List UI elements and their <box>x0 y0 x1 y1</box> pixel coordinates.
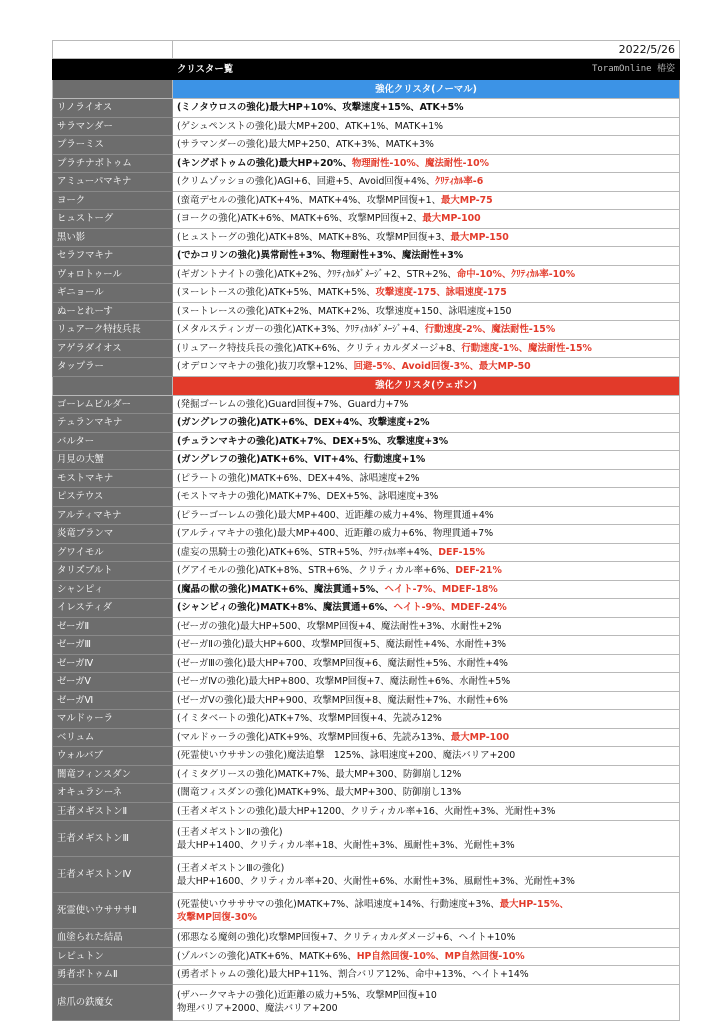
crysta-effect-cell <box>173 506 680 525</box>
crysta-effect-cell <box>173 228 680 247</box>
crysta-effect-line <box>177 969 529 980</box>
crysta-penalty: 物理耐性-10%、魔法耐性-10% <box>351 157 489 169</box>
crysta-name: アルティマキナ <box>53 506 173 525</box>
crysta-effect: (ガングレフの強化)ATK+6%、DEX+4%、攻撃速度+2% <box>177 417 430 429</box>
crysta-effect: (邪悪なる魔剣の強化)攻撃MP回復+7、クリティカルダメージ+6、ヘイト+10% <box>177 932 516 944</box>
crysta-effect-line <box>177 584 498 595</box>
table-row <box>53 821 680 857</box>
crysta-effect-line <box>177 510 494 521</box>
section-header-row <box>53 376 680 395</box>
table-row <box>53 893 680 929</box>
crysta-effect-cell <box>173 654 680 673</box>
crysta-effect: (ヒュストーグの強化)ATK+8%、MATK+8%、攻撃MP回復+3、 <box>177 231 451 243</box>
section-header: 強化クリスタ(ウェポン) <box>173 376 680 395</box>
crysta-name: リュアーク特技兵長 <box>53 321 173 340</box>
crysta-effect-2: 最大HP+1600、クリティカル率+20、火耐性+6%、水耐性+3%、風耐性+3%、光耐性+3% <box>177 875 575 887</box>
crysta-effect: (王者メギストンの強化)最大HP+1200、クリティカル率+16、火耐性+3%、光耐性+3% <box>177 805 556 817</box>
crysta-name: ゼーガⅤ <box>53 673 173 692</box>
crysta-effect: (リュアーク特技兵長の強化)ATK+6%、クリティカルダメージ+8、 <box>177 342 462 354</box>
crysta-effect-cell <box>173 765 680 784</box>
crysta-name: テュランマキナ <box>53 414 173 433</box>
crysta-effect-cell <box>173 802 680 821</box>
crysta-effect: (ガングレフの強化)ATK+6%、VIT+4%、行動速度+1% <box>177 454 426 466</box>
crysta-penalty-2: 攻撃MP回復-30% <box>177 911 258 923</box>
table-row <box>53 525 680 544</box>
section-blank-cell <box>53 376 173 395</box>
crysta-effect: (ゼーガⅣの強化)最大HP+800、攻撃MP回復+7、魔法耐性+6%、水耐性+5% <box>177 676 511 688</box>
crysta-effect: (ヌートレースの強化)ATK+2%、MATK+2%、攻撃速度+150、詠唱速度+150 <box>177 305 512 317</box>
crysta-effect: (チュランマキナの強化)ATK+7%、DEX+5%、攻撃速度+3% <box>177 435 449 447</box>
crysta-effect-line <box>177 121 443 132</box>
crysta-name: ウォルバブ <box>53 747 173 766</box>
table-row <box>53 154 680 173</box>
crysta-effect: (ゾルバンの強化)ATK+6%、MATK+6%、 <box>177 950 357 962</box>
crysta-name: オキュラシーネ <box>53 784 173 803</box>
crysta-effect-line <box>177 158 489 169</box>
crysta-effect-line <box>177 806 555 817</box>
crysta-effect-line <box>177 528 493 539</box>
crysta-effect-line <box>177 176 483 187</box>
crysta-effect-line <box>177 361 531 372</box>
crysta-effect-cell <box>173 710 680 729</box>
crysta-name: 王者メギストンⅣ <box>53 857 173 893</box>
crysta-effect-line <box>177 399 408 410</box>
crysta-name: セラフマキナ <box>53 247 173 266</box>
crysta-name: アゲラダイオス <box>53 339 173 358</box>
crysta-effect: (虚妄の黒騎士の強化)ATK+6%、STR+5%、ｸﾘﾃｨｶﾙ率+4%、 <box>177 546 439 558</box>
crysta-effect-cell <box>173 599 680 618</box>
crysta-penalty: 行動速度-2%、魔法耐性-15% <box>424 324 556 336</box>
crysta-effect-cell <box>173 302 680 321</box>
crysta-effect: (闇竜フィスダンの強化)MATK+9%、最大MP+300、防御崩し13% <box>177 787 462 799</box>
crysta-effect-cell <box>173 543 680 562</box>
crysta-name: ベリュム <box>53 728 173 747</box>
crysta-effect: (勇者ボトゥムの強化)最大HP+11%、割合バリア12%、命中+13%、ヘイト+14% <box>177 969 529 981</box>
crysta-table <box>52 40 680 1021</box>
crysta-effect: (ゼーガⅡの強化)最大HP+600、攻撃MP回復+5、魔法耐性+4%、水耐性+3% <box>177 639 507 651</box>
table-row <box>53 984 680 1020</box>
crysta-effect: (グアイモルの強化)ATK+8%、STR+6%、クリティカル率+6%、 <box>177 565 456 577</box>
crysta-penalty: DEF-21% <box>455 565 502 577</box>
crysta-name: サラマンダー <box>53 117 173 136</box>
crysta-effect-cell <box>173 117 680 136</box>
crysta-effect-line <box>177 732 509 743</box>
crysta-effect-cell <box>173 99 680 118</box>
crysta-effect-cell <box>173 191 680 210</box>
table-row <box>53 673 680 692</box>
crysta-name: ぬーとれーす <box>53 302 173 321</box>
table-row <box>53 599 680 618</box>
crysta-effect-cell <box>173 358 680 377</box>
table-row <box>53 99 680 118</box>
table-row <box>53 691 680 710</box>
crysta-effect: (王者メギストンⅢの強化) <box>177 862 285 874</box>
table-row <box>53 284 680 303</box>
table-row <box>53 784 680 803</box>
crysta-effect-cell <box>173 947 680 966</box>
crysta-name: バルター <box>53 432 173 451</box>
crysta-name: 王者メギストンⅢ <box>53 821 173 857</box>
crysta-effect-line <box>177 287 507 298</box>
crysta-effect: (死霊使いウササンの強化)魔法追撃 125%、詠唱速度+200、魔法バリア+200 <box>177 750 516 762</box>
table-row <box>53 451 680 470</box>
crysta-name: アミューパマキナ <box>53 173 173 192</box>
crysta-name: ゼーガⅡ <box>53 617 173 636</box>
crysta-effect-line <box>177 750 515 761</box>
crysta-effect: (メタルスティンガーの強化)ATK+3%、ｸﾘﾃｨｶﾙﾀﾞﾒｰｼﾞ+4、 <box>177 324 425 336</box>
crysta-effect-cell <box>173 691 680 710</box>
crysta-effect-cell <box>173 562 680 581</box>
crysta-effect-line <box>177 990 437 1001</box>
crysta-penalty: 最大MP-150 <box>450 231 509 243</box>
crysta-name: 死霊使いウサササⅡ <box>53 893 173 929</box>
crysta-effect-cell <box>173 247 680 266</box>
table-row <box>53 543 680 562</box>
crysta-name: ヨーク <box>53 191 173 210</box>
crysta-effect-cell <box>173 265 680 284</box>
crysta-effect-cell <box>173 432 680 451</box>
crysta-effect-line <box>177 695 508 706</box>
crysta-effect: (ヨークの強化)ATK+6%、MATK+6%、攻撃MP回復+2、 <box>177 213 423 225</box>
crysta-effect-cell <box>173 728 680 747</box>
crysta-effect-line <box>177 602 507 613</box>
crysta-effect-line <box>177 769 461 780</box>
table-row <box>53 228 680 247</box>
crysta-penalty: HP自然回復-10%、MP自然回復-10% <box>356 950 525 962</box>
crysta-name: ゼーガⅢ <box>53 636 173 655</box>
crysta-effect-line <box>177 343 592 354</box>
table-row <box>53 728 680 747</box>
crysta-effect: (死霊使いウサササマの強化)MATK+7%、詠唱速度+14%、行動速度+3%、 <box>177 898 500 910</box>
table-row <box>53 765 680 784</box>
date-cell: 2022/5/26 <box>173 41 680 59</box>
crysta-name: ピステウス <box>53 488 173 507</box>
table-row <box>53 654 680 673</box>
crysta-name: タリズブルト <box>53 562 173 581</box>
crysta-name: ゼーガⅥ <box>53 691 173 710</box>
table-row <box>53 358 680 377</box>
crysta-name: ゴーレムビルダー <box>53 395 173 414</box>
crysta-effect: (イミタグリースの強化)MATK+7%、最大MP+300、防御崩し12% <box>177 768 462 780</box>
crysta-effect-line <box>177 473 420 484</box>
crysta-effect-line <box>177 565 502 576</box>
section-header: 強化クリスタ(ノーマル) <box>173 80 680 99</box>
crysta-name: ヒュストーグ <box>53 210 173 229</box>
crysta-effect: (ヌーレトースの強化)ATK+5%、MATK+5%、 <box>177 287 376 299</box>
crysta-effect-cell <box>173 580 680 599</box>
crysta-penalty: DEF-15% <box>438 546 485 558</box>
crysta-name: レピュトン <box>53 947 173 966</box>
crysta-effect-line <box>177 417 430 428</box>
crysta-effect-cell <box>173 893 680 929</box>
crysta-effect-cell <box>173 984 680 1020</box>
crysta-name: 闇竜フィンスダン <box>53 765 173 784</box>
table-row <box>53 929 680 948</box>
crysta-effect-line <box>177 899 569 910</box>
crysta-effect-2: 物理バリア+2000、魔法バリア+200 <box>177 1003 338 1014</box>
crysta-effect-line <box>177 436 448 447</box>
crysta-effect-line <box>177 639 506 650</box>
crysta-effect-cell <box>173 339 680 358</box>
crysta-effect-cell <box>173 784 680 803</box>
crysta-name: タップラー <box>53 358 173 377</box>
crysta-effect: (ピラーゴーレムの強化)最大MP+400、近距離の威力+4%、物理貫通+4% <box>177 509 494 521</box>
crysta-penalty: 最大MP-100 <box>450 731 510 743</box>
crysta-effect-cell <box>173 321 680 340</box>
crysta-effect: (モストマキナの強化)MATK+7%、DEX+5%、詠唱速度+3% <box>177 491 439 503</box>
crysta-effect: (クリムゾッショの強化)AGI+6、回避+5、Avoid回復+4%、 <box>177 176 436 188</box>
crysta-name: 王者メギストンⅡ <box>53 802 173 821</box>
table-row <box>53 636 680 655</box>
date-row <box>53 41 680 59</box>
crysta-effect-cell <box>173 966 680 985</box>
crysta-effect: (ゼーガⅤの強化)最大HP+900、攻撃MP回復+8、魔法耐性+7%、水耐性+6% <box>177 694 508 706</box>
table-row <box>53 710 680 729</box>
crysta-effect: (蛮竜デセルの強化)ATK+4%、MATK+4%、攻撃MP回復+1、 <box>177 194 441 206</box>
table-row <box>53 562 680 581</box>
table-row <box>53 117 680 136</box>
crysta-effect-line <box>177 676 510 687</box>
crysta-effect: (マルドゥーラの強化)ATK+9%、攻撃MP回復+6、先読み13%、 <box>177 731 451 743</box>
crysta-name: グワイモル <box>53 543 173 562</box>
crysta-effect-line <box>177 658 508 669</box>
crysta-sheet <box>52 40 680 1021</box>
crysta-effect-line <box>177 713 442 724</box>
crysta-effect-line <box>177 951 525 962</box>
crysta-effect-line <box>177 250 463 261</box>
crysta-penalty: 回避-5%、Avoid回復-3%、最大MP-50 <box>353 361 531 373</box>
table-row <box>53 173 680 192</box>
section-header-row <box>53 80 680 99</box>
table-row <box>53 966 680 985</box>
blank-cell <box>53 41 173 59</box>
crysta-name: ゼーガⅣ <box>53 654 173 673</box>
crysta-effect-line <box>177 547 485 558</box>
crysta-penalty: 攻撃速度-175、詠唱速度-175 <box>375 287 507 299</box>
crysta-name: 月見の大蟹 <box>53 451 173 470</box>
crysta-penalty: 最大HP-15%、 <box>499 898 569 910</box>
table-row <box>53 191 680 210</box>
table-row <box>53 302 680 321</box>
crysta-penalty: ヘイト-9%、MDEF-24% <box>393 602 507 614</box>
crysta-effect-line <box>177 306 512 317</box>
crysta-effect-line <box>177 195 493 206</box>
crysta-effect-cell <box>173 617 680 636</box>
crysta-effect-cell <box>173 210 680 229</box>
crysta-penalty: 行動速度-1%、魔法耐性-15% <box>461 342 592 354</box>
table-row <box>53 488 680 507</box>
crysta-effect-cell <box>173 525 680 544</box>
table-row <box>53 506 680 525</box>
crysta-penalty: ヘイト-7%、MDEF-18% <box>384 583 498 595</box>
crysta-effect: (ギガントナイトの強化)ATK+2%、ｸﾘﾃｨｶﾙﾀﾞﾒｰｼﾞ+2、STR+2%、 <box>177 268 457 280</box>
table-row <box>53 265 680 284</box>
crysta-effect-line <box>177 102 464 113</box>
crysta-effect: (魔晶の獣の強化)MATK+6%、魔法貫通+5%、 <box>177 583 385 595</box>
crysta-effect-cell <box>173 469 680 488</box>
crysta-effect: (ミノタウロスの強化)最大HP+10%、攻撃速度+15%、ATK+5% <box>177 102 464 114</box>
title-row <box>53 59 680 80</box>
crysta-effect: (サラマンダーの強化)最大MP+250、ATK+3%、MATK+3% <box>177 139 434 151</box>
crysta-effect: (ザハークマキナの強化)近距離の威力+5%、攻撃MP回復+10 <box>177 990 437 1001</box>
crysta-effect-cell <box>173 414 680 433</box>
crysta-effect-cell <box>173 636 680 655</box>
crysta-effect-cell <box>173 821 680 857</box>
crysta-effect-line <box>177 787 461 798</box>
crysta-effect: (イミタベートの強化)ATK+7%、攻撃MP回復+4、先読み12% <box>177 713 442 725</box>
crysta-effect-2: 最大HP+1400、クリティカル率+18、火耐性+3%、風耐性+3%、光耐性+3% <box>177 839 515 851</box>
crysta-effect-line <box>177 621 501 632</box>
section-blank-cell <box>53 80 173 99</box>
crysta-effect-cell <box>173 929 680 948</box>
crysta-name: イレスティダ <box>53 599 173 618</box>
table-row <box>53 414 680 433</box>
crysta-name: 炎竜ブランマ <box>53 525 173 544</box>
table-row <box>53 395 680 414</box>
crysta-penalty: 最大MP-75 <box>440 194 493 206</box>
crysta-effect: (ゼーガの強化)最大HP+500、攻撃MP回復+4、魔法耐性+3%、水耐性+2% <box>177 620 502 632</box>
crysta-effect-line <box>177 269 575 280</box>
crysta-effect-line <box>177 863 284 874</box>
crysta-effect: (ゲシュペンストの強化)最大MP+200、ATK+1%、MATK+1% <box>177 120 444 132</box>
crysta-name: マルドゥーラ <box>53 710 173 729</box>
crysta-effect-cell <box>173 747 680 766</box>
crysta-effect: (王者メギストンⅡの強化) <box>177 826 283 838</box>
crysta-effect-cell <box>173 136 680 155</box>
crysta-penalty: 命中-10%、ｸﾘﾃｨｶﾙ率-10% <box>456 268 576 280</box>
crysta-effect: (ゼーガⅢの強化)最大HP+700、攻撃MP回復+6、魔法耐性+5%、水耐性+4% <box>177 657 508 669</box>
crysta-effect-line <box>177 491 438 502</box>
crysta-effect-line <box>177 324 555 335</box>
table-row <box>53 580 680 599</box>
crysta-name: 黒い影 <box>53 228 173 247</box>
crysta-effect-line <box>177 454 425 465</box>
crysta-effect-cell <box>173 284 680 303</box>
title-blank-cell <box>53 59 173 80</box>
table-row <box>53 432 680 451</box>
crysta-name: プラチナボトゥム <box>53 154 173 173</box>
page-title: クリスター覧 <box>177 63 234 75</box>
table-row <box>53 210 680 229</box>
table-row <box>53 617 680 636</box>
crysta-effect-cell <box>173 488 680 507</box>
crysta-name: 虐爪の鉄魔女 <box>53 984 173 1020</box>
crysta-name: シャンピィ <box>53 580 173 599</box>
crysta-effect-cell <box>173 673 680 692</box>
crysta-effect-line <box>177 213 481 224</box>
crysta-effect: (キングボトゥムの強化)最大HP+20%、 <box>177 157 352 169</box>
table-row <box>53 747 680 766</box>
crysta-effect: (ピラートの強化)MATK+6%、DEX+4%、詠唱速度+2% <box>177 472 420 484</box>
crysta-name: 勇者ボトゥムⅡ <box>53 966 173 985</box>
crysta-penalty: ｸﾘﾃｨｶﾙ率-6 <box>435 176 484 188</box>
crysta-effect-line <box>177 932 515 943</box>
table-row <box>53 469 680 488</box>
crysta-name: ヴォロトゥール <box>53 265 173 284</box>
crysta-effect: (でかコリンの強化)異常耐性+3%、物理耐性+3%、魔法耐性+3% <box>177 250 464 262</box>
crysta-effect: (シャンピィの強化)MATK+8%、魔法貫通+6%、 <box>177 602 394 614</box>
crysta-name: リノライオス <box>53 99 173 118</box>
table-row <box>53 802 680 821</box>
crysta-effect-cell <box>173 451 680 470</box>
signature: ToramOnline 椿姿 <box>591 63 675 74</box>
crysta-effect-cell <box>173 857 680 893</box>
crysta-effect-cell <box>173 395 680 414</box>
crysta-effect-cell <box>173 173 680 192</box>
crysta-name: 血塗られた結晶 <box>53 929 173 948</box>
table-row <box>53 947 680 966</box>
crysta-name: モストマキナ <box>53 469 173 488</box>
crysta-name: ギニョール <box>53 284 173 303</box>
table-row <box>53 857 680 893</box>
table-row <box>53 247 680 266</box>
table-row <box>53 339 680 358</box>
crysta-effect: (オデロンマキナの強化)抜刀攻撃+12%、 <box>177 361 354 373</box>
crysta-effect-line <box>177 232 509 243</box>
table-row <box>53 136 680 155</box>
crysta-effect-line <box>177 139 434 150</box>
crysta-penalty: 最大MP-100 <box>422 213 481 225</box>
crysta-effect-line <box>177 827 283 838</box>
title-cell <box>173 59 680 80</box>
crysta-effect: (アルティマキナの強化)最大MP+400、近距離の威力+6%、物理貫通+7% <box>177 528 494 540</box>
table-row <box>53 321 680 340</box>
crysta-effect-cell <box>173 154 680 173</box>
crysta-effect: (発掘ゴーレムの強化)Guard回復+7%、Guard力+7% <box>177 398 409 410</box>
crysta-name: プラーミス <box>53 136 173 155</box>
